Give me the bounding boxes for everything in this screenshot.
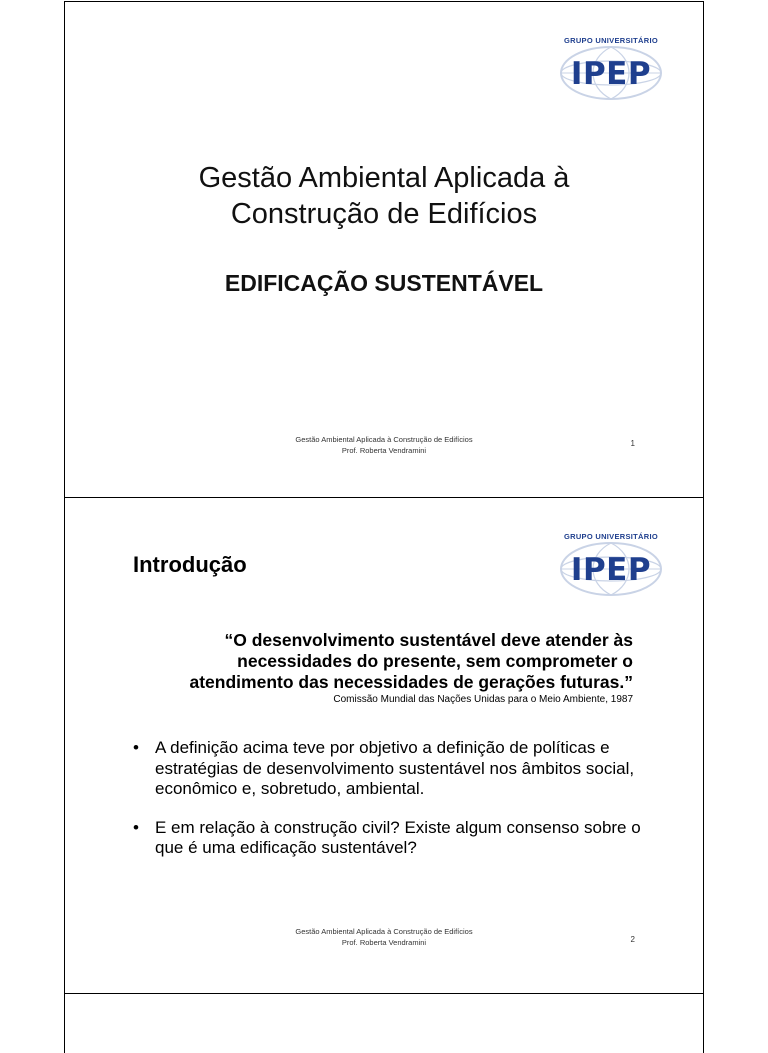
slide-3 <box>64 993 704 1053</box>
ipep-logo <box>557 36 665 102</box>
slide-1 <box>64 1 704 498</box>
title-line-2: Construção de Edifícios <box>230 198 538 230</box>
quote-source: Comissão Mundial das Nações Unidas para o Meio Ambiente, 1987 <box>333 694 633 705</box>
footer-course: Gestão Ambiental Aplicada à Construção de Edifícios <box>295 927 473 936</box>
slide-1-subtitle: EDIFICAÇÃO SUSTENTÁVEL <box>224 270 544 296</box>
slide-2-footer <box>65 926 703 948</box>
slide-1-title <box>65 160 703 232</box>
quote-line-3: atendimento das necessidades de gerações futuras.” <box>189 672 633 692</box>
quote <box>153 630 633 693</box>
footer-professor: Prof. Roberta Vendramini <box>341 938 427 947</box>
bullet-item <box>133 818 653 859</box>
title-line-1: Gestão Ambiental Aplicada à <box>198 162 570 194</box>
slide-2 <box>64 497 704 994</box>
quote-line-1: “O desenvolvimento sustentável deve atender às <box>224 630 633 650</box>
logo-brand-text: IPEP <box>570 552 652 588</box>
footer-course: Gestão Ambiental Aplicada à Construção de Edifícios <box>295 435 473 444</box>
page-number: 1 <box>630 439 635 448</box>
bullet-text: A definição acima teve por objetivo a definição de políticas e estratégias de desenvolvimento sustentável nos âmbitos social, econômico e, sobretudo, ambiental. <box>155 738 635 798</box>
logo-group-label: GRUPO UNIVERSITÁRIO <box>563 532 659 541</box>
page-number: 2 <box>630 935 635 944</box>
bullet-marker: • <box>133 738 139 757</box>
footer-professor: Prof. Roberta Vendramini <box>341 446 427 455</box>
bullet-text: E em relação à construção civil? Existe algum consenso sobre o que é uma edificação sustentável? <box>155 817 641 857</box>
bullet-item <box>133 738 653 800</box>
slide-1-footer <box>65 434 703 456</box>
logo-group-label: GRUPO UNIVERSITÁRIO <box>563 36 659 45</box>
bullet-list <box>133 738 653 877</box>
slide-2-heading: Introdução <box>133 552 247 577</box>
bullet-marker: • <box>133 817 139 837</box>
logo-brand-text: IPEP <box>570 56 652 92</box>
quote-line-2: necessidades do presente, sem comprometer o <box>237 651 633 671</box>
ipep-logo <box>557 532 665 598</box>
